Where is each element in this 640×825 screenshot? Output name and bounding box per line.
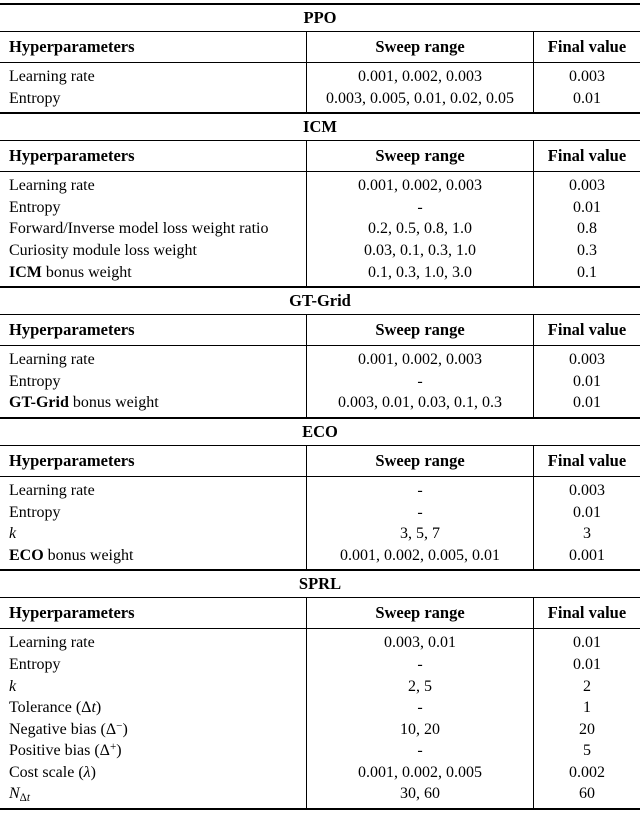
section-ppo bbox=[0, 5, 640, 114]
table-row bbox=[0, 697, 640, 719]
column-header-hyperparameters: Hyperparameters bbox=[9, 146, 135, 166]
row-label bbox=[0, 629, 306, 654]
row-sweep-range: 0.003, 0.01 bbox=[306, 629, 533, 654]
row-label bbox=[0, 392, 306, 417]
table-row bbox=[0, 676, 640, 698]
section-title-row-ppo bbox=[0, 5, 640, 32]
column-header-final-value: Final value bbox=[533, 315, 640, 345]
table-row bbox=[0, 545, 640, 570]
label-text: Learning rate bbox=[9, 634, 95, 652]
row-label bbox=[0, 719, 306, 741]
table-row bbox=[0, 654, 640, 676]
label-text: Learning rate bbox=[9, 177, 95, 195]
row-final-value: 60 bbox=[533, 783, 640, 808]
table-row bbox=[0, 783, 640, 808]
column-header-final-value: Final value bbox=[533, 598, 640, 628]
section-gt-grid bbox=[0, 288, 640, 419]
label-text: ) bbox=[116, 742, 122, 760]
row-sweep-range: 0.001, 0.002, 0.003 bbox=[306, 172, 533, 197]
section-title: SPRL bbox=[298, 574, 342, 594]
section-title: ICM bbox=[303, 117, 337, 137]
label-text: − bbox=[116, 719, 123, 732]
row-label bbox=[0, 63, 306, 88]
label-text: bonus weight bbox=[68, 394, 159, 412]
label-text: Negative bias (Δ bbox=[9, 720, 117, 738]
label-text: λ bbox=[83, 763, 91, 781]
hyperparameter-tables bbox=[0, 3, 640, 810]
row-label bbox=[0, 502, 306, 524]
column-header-final-value: Final value bbox=[533, 141, 640, 171]
row-final-value: 0.01 bbox=[533, 197, 640, 219]
row-final-value: 0.003 bbox=[533, 477, 640, 502]
row-final-value: 0.01 bbox=[533, 392, 640, 417]
table-row bbox=[0, 218, 640, 240]
column-header-sweep-range: Sweep range bbox=[306, 598, 533, 628]
table-row bbox=[0, 371, 640, 393]
column-header-hyperparameters: Hyperparameters bbox=[9, 37, 135, 56]
table-row bbox=[0, 762, 640, 784]
row-final-value: 0.01 bbox=[533, 88, 640, 113]
row-final-value: 0.1 bbox=[533, 262, 640, 287]
label-text: Forward/Inverse model loss weight ratio bbox=[9, 220, 269, 238]
section-title-row-gt-grid bbox=[0, 288, 640, 315]
row-final-value: 0.01 bbox=[533, 371, 640, 393]
row-sweep-range: - bbox=[306, 740, 533, 762]
row-sweep-range: 0.001, 0.002, 0.003 bbox=[306, 346, 533, 371]
label-text: Entropy bbox=[9, 372, 61, 390]
row-final-value: 0.01 bbox=[533, 629, 640, 654]
label-text: t bbox=[26, 792, 30, 805]
row-sweep-range: - bbox=[306, 502, 533, 524]
table-row bbox=[0, 63, 640, 88]
row-label bbox=[0, 523, 306, 545]
table-row bbox=[0, 477, 640, 502]
row-label bbox=[0, 783, 306, 808]
label-text: k bbox=[9, 677, 17, 695]
label-text: Learning rate bbox=[9, 351, 95, 369]
table-row bbox=[0, 502, 640, 524]
row-final-value: 0.3 bbox=[533, 240, 640, 262]
column-header-row bbox=[0, 141, 640, 172]
row-sweep-range: 0.1, 0.3, 1.0, 3.0 bbox=[306, 262, 533, 287]
label-text: ECO bbox=[9, 546, 44, 564]
row-final-value: 20 bbox=[533, 719, 640, 741]
section-icm bbox=[0, 114, 640, 288]
row-sweep-range: 0.03, 0.1, 0.3, 1.0 bbox=[306, 240, 533, 262]
label-text: GT-Grid bbox=[9, 394, 69, 412]
row-sweep-range: 0.001, 0.002, 0.005 bbox=[306, 762, 533, 784]
label-text: Δ bbox=[19, 792, 27, 805]
row-label bbox=[0, 346, 306, 371]
row-sweep-range: 2, 5 bbox=[306, 676, 533, 698]
label-text: + bbox=[109, 741, 117, 754]
row-final-value: 0.01 bbox=[533, 654, 640, 676]
section-eco bbox=[0, 419, 640, 571]
label-text: Curiosity module loss weight bbox=[9, 241, 197, 259]
section-title: ECO bbox=[302, 421, 338, 441]
label-text: Learning rate bbox=[9, 68, 95, 85]
row-label bbox=[0, 545, 306, 570]
table-body bbox=[0, 172, 640, 286]
column-header-row bbox=[0, 446, 640, 477]
column-header-row bbox=[0, 32, 640, 63]
label-text: k bbox=[9, 525, 17, 543]
row-final-value: 0.003 bbox=[533, 346, 640, 371]
table-row bbox=[0, 172, 640, 197]
row-sweep-range: 10, 20 bbox=[306, 719, 533, 741]
column-header-row bbox=[0, 598, 640, 629]
row-label bbox=[0, 88, 306, 113]
row-sweep-range: 30, 60 bbox=[306, 783, 533, 808]
row-sweep-range: 3, 5, 7 bbox=[306, 523, 533, 545]
section-title-row-sprl bbox=[0, 571, 640, 598]
row-sweep-range: 0.003, 0.01, 0.03, 0.1, 0.3 bbox=[306, 392, 533, 417]
column-header-row bbox=[0, 315, 640, 346]
row-final-value: 0.001 bbox=[533, 545, 640, 570]
row-label bbox=[0, 477, 306, 502]
label-text: t bbox=[91, 699, 96, 717]
row-sweep-range: - bbox=[306, 697, 533, 719]
section-title-row-icm bbox=[0, 114, 640, 141]
row-label bbox=[0, 262, 306, 287]
column-header-sweep-range: Sweep range bbox=[306, 315, 533, 345]
table-row bbox=[0, 523, 640, 545]
label-text: N bbox=[9, 785, 20, 803]
label-text: Entropy bbox=[9, 89, 61, 107]
column-header-final-value: Final value bbox=[533, 32, 640, 62]
row-label bbox=[0, 197, 306, 219]
row-sweep-range: - bbox=[306, 477, 533, 502]
label-text: Entropy bbox=[9, 655, 61, 673]
row-label bbox=[0, 240, 306, 262]
row-label bbox=[0, 740, 306, 762]
label-text: Cost scale ( bbox=[9, 763, 84, 781]
table-body bbox=[0, 477, 640, 569]
column-header-sweep-range: Sweep range bbox=[306, 141, 533, 171]
label-text: Learning rate bbox=[9, 481, 95, 499]
label-text: Entropy bbox=[9, 198, 61, 216]
row-label bbox=[0, 218, 306, 240]
section-title: GT-Grid bbox=[289, 291, 351, 311]
row-sweep-range: - bbox=[306, 654, 533, 676]
row-final-value: 0.8 bbox=[533, 218, 640, 240]
label-text: Tolerance (Δ bbox=[9, 699, 92, 717]
column-header-final-value: Final value bbox=[533, 446, 640, 476]
section-title-row-eco bbox=[0, 419, 640, 446]
table-body bbox=[0, 63, 640, 112]
table-row bbox=[0, 240, 640, 262]
section-sprl bbox=[0, 571, 640, 810]
label-text: Positive bias (Δ bbox=[9, 742, 110, 760]
column-header-hyperparameters: Hyperparameters bbox=[9, 603, 135, 623]
row-sweep-range: - bbox=[306, 197, 533, 219]
table-body bbox=[0, 629, 640, 808]
column-header-hyperparameters: Hyperparameters bbox=[9, 320, 135, 340]
row-final-value: 0.002 bbox=[533, 762, 640, 784]
row-label bbox=[0, 762, 306, 784]
row-final-value: 0.01 bbox=[533, 502, 640, 524]
row-final-value: 3 bbox=[533, 523, 640, 545]
label-text: bonus weight bbox=[43, 546, 134, 564]
label-text: ) bbox=[95, 699, 102, 717]
row-sweep-range: 0.001, 0.002, 0.005, 0.01 bbox=[306, 545, 533, 570]
row-label bbox=[0, 654, 306, 676]
row-sweep-range: 0.2, 0.5, 0.8, 1.0 bbox=[306, 218, 533, 240]
table-row bbox=[0, 88, 640, 113]
column-header-hyperparameters: Hyperparameters bbox=[9, 450, 135, 470]
column-header-sweep-range: Sweep range bbox=[306, 446, 533, 476]
label-text: Entropy bbox=[9, 503, 61, 521]
row-label bbox=[0, 697, 306, 719]
table-row bbox=[0, 740, 640, 762]
row-final-value: 2 bbox=[533, 676, 640, 698]
label-text: ) bbox=[90, 763, 96, 781]
label-text: bonus weight bbox=[41, 263, 132, 281]
table-row bbox=[0, 346, 640, 371]
row-sweep-range: - bbox=[306, 371, 533, 393]
row-final-value: 0.003 bbox=[533, 172, 640, 197]
table-row bbox=[0, 719, 640, 741]
column-header-sweep-range: Sweep range bbox=[306, 32, 533, 62]
table-row bbox=[0, 392, 640, 417]
label-text: ICM bbox=[9, 263, 42, 281]
row-final-value: 0.003 bbox=[533, 63, 640, 88]
row-label bbox=[0, 371, 306, 393]
section-title: PPO bbox=[303, 8, 337, 27]
table-row bbox=[0, 197, 640, 219]
table-row bbox=[0, 629, 640, 654]
table-body bbox=[0, 346, 640, 417]
table-row bbox=[0, 262, 640, 287]
row-sweep-range: 0.001, 0.002, 0.003 bbox=[306, 63, 533, 88]
row-sweep-range: 0.003, 0.005, 0.01, 0.02, 0.05 bbox=[306, 88, 533, 113]
row-final-value: 1 bbox=[533, 697, 640, 719]
label-text: ) bbox=[122, 720, 128, 738]
row-label bbox=[0, 172, 306, 197]
row-final-value: 5 bbox=[533, 740, 640, 762]
row-label bbox=[0, 676, 306, 698]
